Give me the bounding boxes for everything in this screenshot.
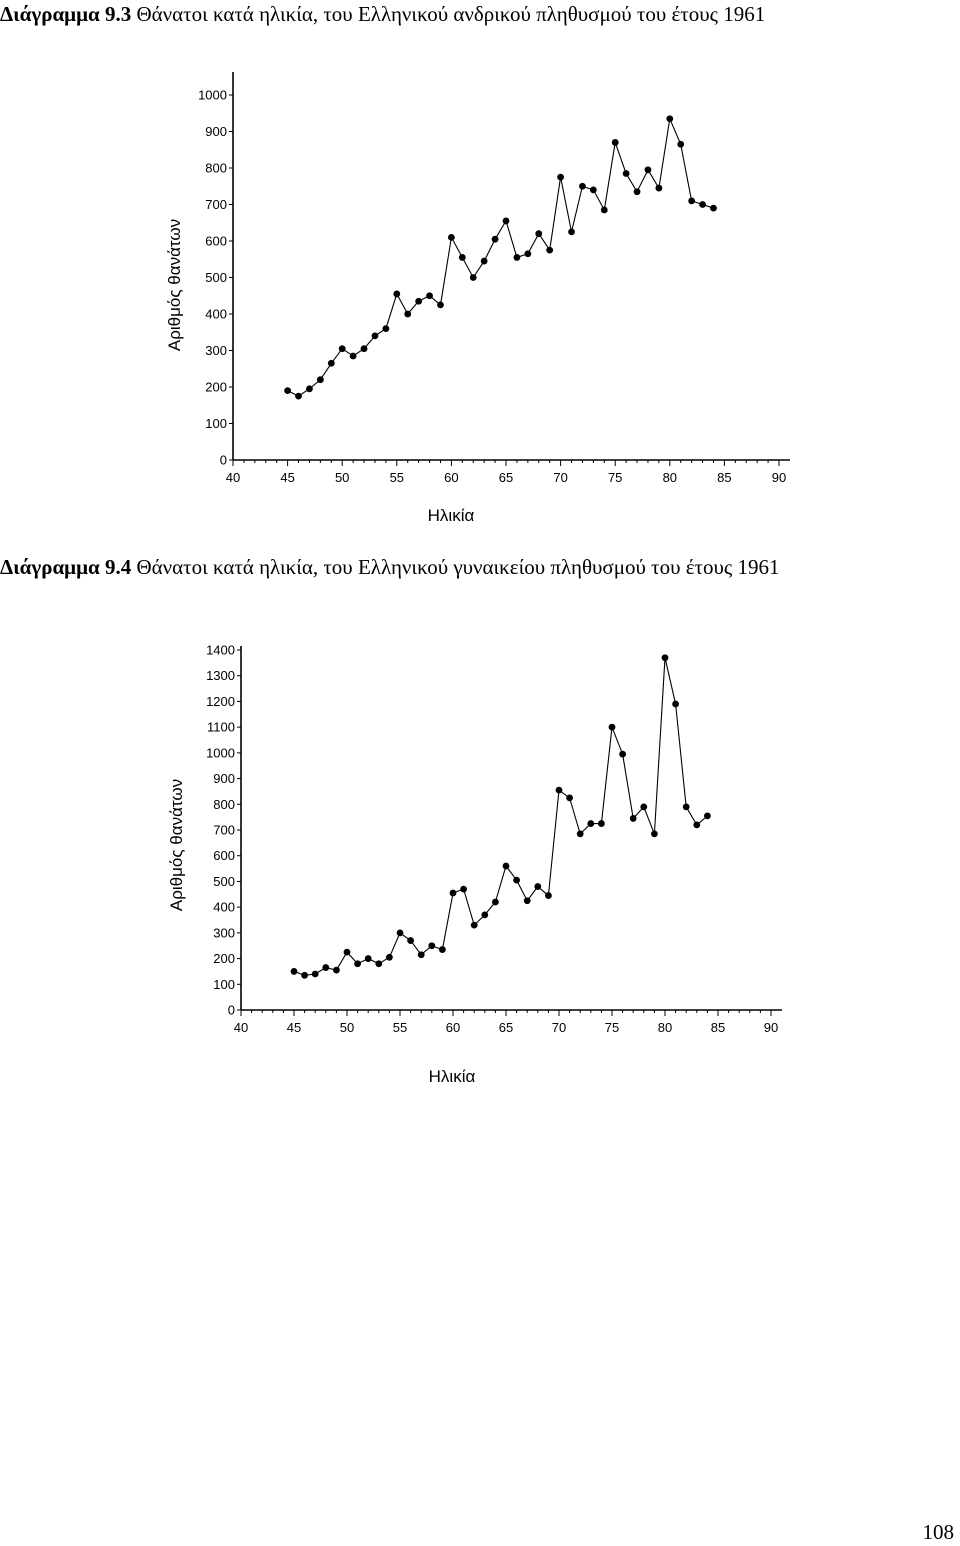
- y-tick-label: 500: [213, 873, 235, 889]
- data-point: [566, 794, 573, 801]
- data-point: [672, 701, 679, 708]
- data-point: [344, 949, 351, 956]
- y-tick-label: 1000: [198, 87, 227, 103]
- x-tick-label: 60: [444, 470, 459, 485]
- data-point: [630, 815, 637, 822]
- y-tick-label: 400: [205, 306, 227, 322]
- data-point: [428, 942, 435, 949]
- data-point: [619, 751, 626, 758]
- y-tick-label: 700: [213, 822, 235, 838]
- data-point: [437, 301, 444, 308]
- y-tick-label: 800: [205, 160, 227, 176]
- data-point: [354, 960, 361, 967]
- data-point: [655, 185, 662, 192]
- x-tick-label: 75: [607, 470, 623, 485]
- data-point: [513, 877, 520, 884]
- x-tick-label: 70: [553, 470, 568, 485]
- x-tick-label: 40: [233, 1020, 249, 1035]
- data-point: [418, 951, 425, 958]
- y-axis-label: Αριθμός θανάτων: [167, 778, 186, 912]
- y-tick-label: 100: [205, 416, 227, 431]
- y-tick-label: 500: [205, 270, 227, 285]
- data-point: [503, 218, 510, 225]
- page-number: 108: [922, 1520, 954, 1544]
- y-tick-label: 600: [205, 233, 227, 249]
- data-point: [328, 360, 335, 367]
- y-tick-label: 200: [213, 951, 235, 967]
- data-point: [397, 929, 404, 936]
- data-point: [601, 207, 608, 214]
- data-point: [524, 897, 531, 904]
- x-tick-label: 65: [498, 1020, 514, 1035]
- data-point: [492, 236, 499, 243]
- x-axis-label: Ηλικία: [428, 1067, 476, 1086]
- data-point: [634, 188, 641, 195]
- data-point: [535, 230, 542, 237]
- data-point: [481, 258, 488, 265]
- data-point: [365, 955, 372, 962]
- x-tick-label: 90: [771, 470, 787, 485]
- x-tick-label: 55: [392, 1020, 408, 1035]
- y-tick-label: 1200: [206, 693, 235, 709]
- x-tick-label: 40: [225, 470, 241, 485]
- data-point: [598, 820, 605, 827]
- y-tick-label: 0: [219, 452, 227, 468]
- data-point: [393, 291, 400, 298]
- female-deaths-line-chart: [0, 630, 960, 1100]
- figure-caption-9-3: [0, 2, 765, 27]
- data-point: [407, 937, 414, 944]
- data-point: [295, 393, 302, 400]
- data-point: [375, 960, 382, 967]
- y-tick-label: 300: [205, 343, 227, 358]
- y-tick-label: 1100: [207, 719, 235, 735]
- male-deaths-line-chart: [0, 60, 960, 540]
- data-point: [590, 187, 597, 194]
- series-line: [294, 658, 707, 976]
- x-axis-label: Ηλικία: [427, 506, 475, 525]
- data-point: [284, 387, 291, 394]
- y-tick-label: 1300: [206, 668, 235, 684]
- y-tick-label: 400: [213, 899, 235, 915]
- data-point: [557, 174, 564, 181]
- data-point: [448, 234, 455, 241]
- y-tick-label: 0: [227, 1002, 235, 1018]
- x-tick-label: 85: [717, 470, 732, 485]
- data-point: [339, 345, 346, 352]
- data-point: [306, 385, 313, 392]
- y-axis-label: Αριθμός θανάτων: [165, 218, 184, 352]
- y-tick-label: 900: [205, 124, 227, 139]
- data-point: [382, 325, 389, 332]
- data-point: [568, 228, 575, 235]
- data-point: [623, 170, 630, 177]
- data-point: [503, 863, 510, 870]
- y-tick-label: 1000: [206, 745, 235, 761]
- data-point: [699, 201, 706, 208]
- x-tick-label: 70: [551, 1020, 567, 1035]
- data-point: [645, 166, 652, 173]
- x-tick-label: 50: [334, 470, 350, 485]
- data-point: [587, 820, 594, 827]
- data-point: [415, 298, 422, 305]
- data-point: [710, 205, 717, 212]
- data-point: [322, 964, 329, 971]
- data-point: [524, 250, 531, 257]
- x-tick-label: 80: [662, 470, 678, 485]
- x-tick-label: 75: [604, 1020, 620, 1035]
- data-point: [683, 803, 690, 810]
- data-point: [333, 967, 340, 974]
- data-point: [426, 292, 433, 299]
- data-point: [514, 254, 521, 261]
- y-tick-label: 1400: [206, 642, 235, 658]
- figure-caption-label: Διάγραμμα 9.3: [0, 2, 132, 26]
- x-tick-label: 85: [710, 1020, 726, 1035]
- x-tick-label: 55: [389, 470, 405, 485]
- x-tick-label: 65: [498, 470, 514, 485]
- x-tick-label: 50: [339, 1020, 355, 1035]
- data-point: [609, 724, 616, 731]
- data-point: [492, 899, 499, 906]
- data-point: [577, 830, 584, 837]
- data-point: [651, 830, 658, 837]
- data-point: [386, 954, 393, 961]
- data-point: [545, 892, 552, 899]
- figure-caption-9-4: [0, 555, 779, 580]
- data-point: [612, 139, 619, 146]
- data-point: [350, 353, 357, 360]
- data-point: [693, 821, 700, 828]
- data-point: [470, 274, 477, 281]
- data-point: [556, 787, 563, 794]
- data-point: [372, 333, 379, 340]
- data-point: [459, 254, 466, 261]
- data-point: [688, 197, 695, 204]
- data-point: [361, 345, 368, 352]
- data-point: [312, 971, 319, 978]
- y-tick-label: 900: [213, 771, 235, 787]
- data-point: [471, 922, 478, 929]
- figure-caption-label: Διάγραμμα 9.4: [0, 555, 132, 579]
- y-tick-label: 700: [205, 197, 227, 212]
- y-tick-label: 300: [213, 925, 235, 941]
- figure-caption-text: Θάνατοι κατά ηλικία, του Ελληνικού γυναικείου πληθυσμού του έτους 1961: [131, 555, 780, 579]
- x-tick-label: 80: [657, 1020, 673, 1035]
- x-tick-label: 90: [763, 1020, 779, 1035]
- data-point: [640, 803, 647, 810]
- data-point: [439, 946, 446, 953]
- data-point: [579, 183, 586, 190]
- data-point: [704, 812, 711, 819]
- x-tick-label: 45: [286, 1020, 302, 1035]
- x-tick-label: 60: [445, 1020, 461, 1035]
- figure-caption-text: Θάνατοι κατά ηλικία, του Ελληνικού ανδρικού πληθυσμού του έτους 1961: [131, 2, 766, 26]
- data-point: [291, 968, 298, 975]
- data-point: [481, 911, 488, 918]
- data-point: [677, 141, 684, 148]
- y-tick-label: 100: [213, 976, 235, 992]
- y-tick-label: 800: [213, 796, 235, 812]
- data-point: [317, 376, 324, 383]
- data-point: [546, 247, 553, 254]
- data-point: [460, 886, 467, 893]
- y-tick-label: 600: [213, 848, 235, 864]
- data-point: [404, 311, 411, 318]
- data-point: [666, 115, 673, 122]
- data-point: [534, 883, 541, 890]
- y-tick-label: 200: [205, 379, 227, 395]
- data-point: [450, 890, 457, 897]
- data-point: [662, 654, 669, 661]
- x-tick-label: 45: [280, 470, 295, 485]
- data-point: [301, 972, 308, 979]
